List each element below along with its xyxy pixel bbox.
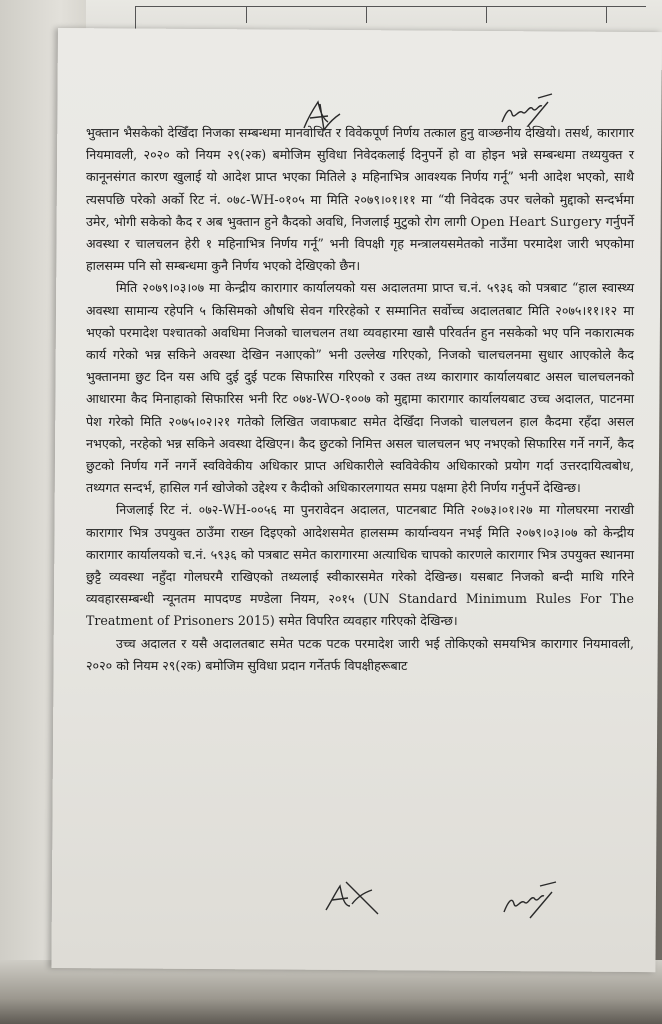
ruled-header-lines [135,6,646,29]
paragraph: मिति २०७९।०३।०७ मा केन्द्रीय कारागार कार्यालयको यस अदालतमा प्राप्त च.नं. ५९३६ को पत्रबाट “हाल स्वास्थ्य अवस्था सामान्य रहेपनि ५ किसिमको औषधि सेवन गरिरहेको र सम्मानित सर्वोच्च अदालतबाट मिति २०७५।११।१२ मा भएको परमादेश पश्चातको अवधिमा निजको चालचलन तथा व्यवहारमा खासै परिवर्तन हुन नसकेको भए पनि नकारात्मक कार्य गरेको भन्न सकिने अवस्था देखिन नआएको” भनी उल्लेख गरिएको, निजको चालचलनमा सुधार आएकोले कैद भुक्तानमा छुट दिन यस अघि दुई दुई पटक सिफारिस गरिएको र उक्त तथ्य कारागार कार्यालयबाट असल चालचलनको आधारमा कैद मिनाहाको सिफारिस भनी रिट ०७४-WO-१००७ को मुद्दामा कारागार कार्यालयबाट उच्च अदालत, पाटनमा पेश गरेको मिति २०७५।०२।२१ गतेको लिखित जवाफबाट समेत देखिँदा निजको चालचलन हाल कैदमा रहँदा असल नभएको, नरहेको भन्न सकिने अवस्था देखिएन। कैद छुटको निमित्त असल चालचलन भए नभएको सिफारिस गर्ने नगर्ने, कैद छुटको निर्णय गर्ने नगर्ने स्वविवेकीय अधिकार प्राप्त अधिकारीले स्वविवेकीय अधिकारको प्रयोग गर्दा उत्तरदायित्वबोध, तथ्यगत सन्दर्भ, हासिल गर्न खोजेको उद्देश्य र कैदीको अधिकारलगायत समग्र पक्षमा हेरी निर्णय गर्नुपर्ने देखिन्छ। [86,280,634,496]
document-body [86,122,634,677]
handwritten-initial-bottom-right [500,878,560,922]
paragraph: निजलाई रिट नं. ०७२-WH-००५६ मा पुनरावेदन अदालत, पाटनबाट मिति २०७३।०१।२७ मा गोलघरमा नराखी कारागार भित्र उपयुक्त ठाउँमा राख्न दिइएको आदेशसमेत हालसम्म कार्यान्वयन नभई मिति २०७९।०३।०७ को केन्द्रीय कारागार कार्यालयको च.नं. ५९३६ को पत्रबाट समेत कारागारमा अत्याधिक चापको कारणले कारागार भित्र उपयुक्त स्थानमा छुट्टै व्यवस्था नहुँदा गोलघरमै राखिएको तथ्यलाई स्वीकारसमेत गरेको देखिन्छ। यसबाट निजको बन्दी माथि गरिने व्यवहारसम्बन्धी न्यूनतम मापदण्ड मण्डेला नियम, २०१५ (UN Standard Minimum Rules For The Treatment of Prisoners 2015) समेत विपरित व्यवहार गरिएको देखिन्छ। [86,502,634,629]
paragraph: भुक्तान भैसकेको देखिँदा निजका सम्बन्धमा मानवोचित र विवेकपूर्ण निर्णय तत्काल हुनु वाञ्छनीय देखियो। तसर्थ, कारागार नियमावली, २०२० को नियम २९(२क) बमोजिम सुविधा निवेदकलाई दिनुपर्ने हो वा होइन भन्ने सम्बन्धमा तथ्ययुक्त र कानूनसंगत कारण खुलाई यो आदेश प्राप्त भएका मितिले ३ महिनाभित्र आवश्यक निर्णय गर्नू” भनी आदेश भएको, साथै त्यसपछि परेको अर्को रिट नं. ०७८-WH-०१०५ मा मिति २०७९।०१।११ मा “यी निवेदक उपर चलेको मुद्दाको सन्दर्भमा उमेर, भोगी सकेको कैद र अब भुक्तान हुने कैदको अवधि, निजलाई मुटुको रोग लागी Open Heart Surgery गर्नुपर्ने अवस्था र चालचलन हेरी १ महिनाभित्र निर्णय गर्नू” भनी विपक्षी गृह मन्त्रालयसमेतको नाउँमा परमादेश जारी भएकोमा हालसम्म पनि सो सम्बन्धमा कुनै निर्णय भएको देखिएको छैन। [86,125,634,274]
handwritten-initial-bottom-center [322,876,382,920]
handwritten-initial-top-right [498,92,558,132]
paragraph: उच्च अदालत र यसै अदालतबाट समेत पटक पटक परमादेश जारी भई तोकिएको समयभित्र कारागार नियमावली, २०२० को नियम २९(२क) बमोजिम सुविधा प्रदान गर्नेतर्फ विपक्षीहरूबाट [86,635,634,673]
handwritten-initial-top-center [298,96,344,136]
